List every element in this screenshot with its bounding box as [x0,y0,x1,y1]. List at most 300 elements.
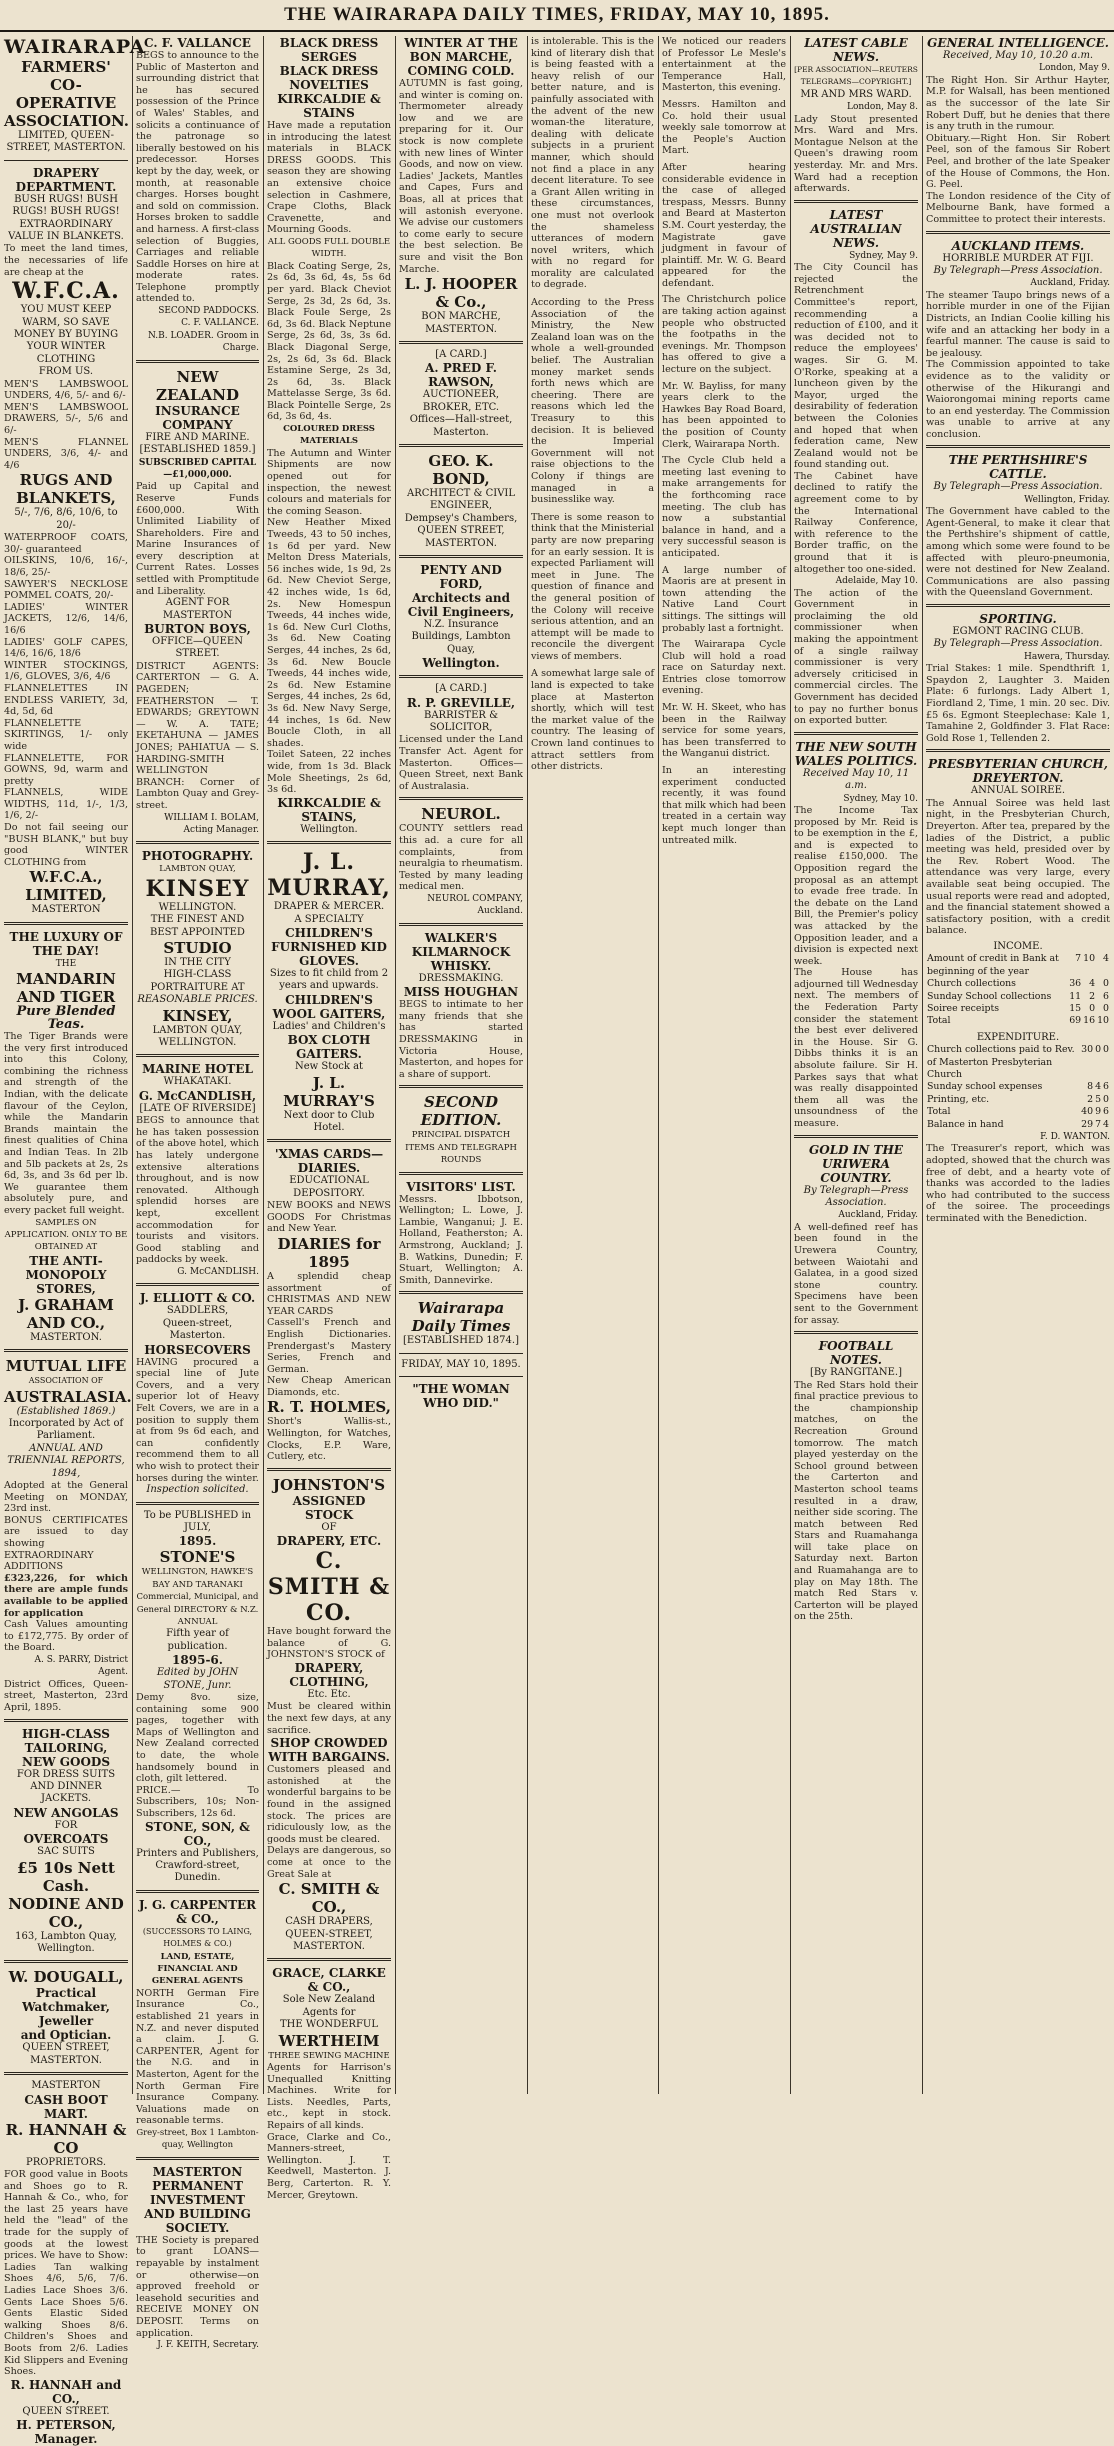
section-title: LATEST AUSTRALIAN NEWS. [810,207,902,250]
table-amount-cell: 6 [1103,990,1109,1002]
ad-title: INVESTMENT AND BUILDING [144,2192,251,2221]
rugs-heading: RUGS AND BLANKETS, [16,471,116,508]
ad-line: [A CARD.] [435,348,487,360]
ad-line: Grey-street, Box 1 Lambton-quay, Wellington [136,2127,259,2151]
firm-name: R. P. GREVILLE, [406,695,516,710]
article-body: The Commission appointed to take evidence as to the validity or otherwise of the Hikurangi and Waiorongomai mining reports came to an end yesterday. The Commission was unable to arrive at any conclusion. [926,359,1110,440]
ad-line: By Telegraph—Press Association. [803,1184,909,1208]
ad-sign: J. F. KEITH, Secretary. [157,2340,259,2351]
table-row [926,1003,1110,1015]
article-body: The Right Hon. Sir Arthur Hayter, M.P. for Walsall, has been mentioned as the successor of the late Sir Robert Duff, but he denies that there is any truth in the rumour. [926,74,1110,133]
ad-subtitle: Pure Blended Teas. [16,1004,116,1032]
article-title: MR AND MRS WARD. [800,88,912,100]
editorial-masthead [399,1299,523,1410]
ad-title: FARMERS' CO-OPERATIVE [15,58,117,112]
kinsey-ad [136,849,259,1049]
price-line: WINTER STOCKINGS, 1/6, GLOVES, 3/6, 4/6 [4,659,128,683]
kirkcaldie-ad [267,36,391,836]
rawson-card [399,349,523,439]
price-line: FLANNELETTE SKIRTINGS, 1/- only wide [4,717,128,752]
ad-line: FOR DRESS SUITS AND DINNER JACKETS. [16,1768,116,1805]
sporting [926,612,1110,744]
column-2 [132,36,263,2351]
ad-title: WALKER'S KILMARNOCK WHISKY. [411,930,511,973]
column-5 [527,36,658,2096]
ad-title: 'XMAS CARDS—DIARIES. [274,1147,384,1176]
dateline: Auckland, Friday. [838,1210,918,1221]
section-title: THE PERTHSHIRE'S CATTLE. [948,453,1088,482]
firm-address: Printers and Publishers, Crawford-street, Dunedin. [136,1847,259,1884]
firm-name: KINSEY [145,875,250,902]
table-amount-cell: 4 [1095,1081,1102,1093]
article-body: The Government have cabled to the Agent-General, to make it clear that the Perthshire's shipment of cattle, among which some were found to be affected with pleuro-pneumonia, were not destined for New Zealand. Communications are also passing with the Queensland Government. [926,506,1110,599]
firm-name: L. J. HOOPER & Co., [404,275,518,312]
ad-line: BUSH RUGS! BUSH RUGS! BUSH RUGS! [12,193,120,218]
ad-sign: SECOND PADDOCKS. [158,306,259,317]
ad-line: ANNUAL AND TRIENNIAL REPORTS, 1894, [7,1442,125,1479]
table-label-cell: Amount of credit in Bank at beginning of the year [927,953,1059,977]
ad-body: Must be cleared within the next few days, at any sacrifice. [267,1701,391,1736]
greville-card [399,683,523,792]
firm-address: QUEEN STREET, [22,2042,110,2054]
bond-card [399,452,523,550]
section-title: SPORTING. [979,612,1057,627]
ad-title: STONE'S [159,1548,236,1567]
dept-heading: DRAPERY DEPARTMENT. [15,165,117,194]
ad-line: Incorporated by Act of Parliament. [8,1418,124,1442]
ad-line: New Stock at [294,1061,364,1073]
store-name: THE ANTI-MONOPOLY STORES, [25,1253,107,1296]
ad-sign-sub: MASTERTON [31,904,101,916]
article-body: There is some reason to think that the Ministerial party are now preparing for an early session. It is expected Parliament will meet in June. The question of finance and the general position of the Colony will receive serious attention, and an attempt will be made to reconcile the divergent views of members. [531,511,654,662]
nsw-politics [794,740,918,1130]
ad-line: LAMBTON QUAY, [159,864,236,875]
article-body: The steamer Taupo brings news of a horrible murder in one of the Fijian Districts, an Indian Coolie killing his wife and an attacking her body in a fearful manner. The cause is said to be jealousy. [926,289,1110,359]
table-amount-cell: 5 [1095,1093,1102,1105]
column-6 [658,36,790,2096]
table-amount-cell: 10 [1083,953,1096,965]
firm-address: Dempsey's Chambers, QUEEN STREET, MASTERTON. [404,512,518,549]
article-body: A large number of Maoris are at present in town attending the Native Land Court sittings. The sittings will probably last a fortnight. [662,564,786,634]
firm-name: C. SMITH & CO. [267,1548,391,1627]
ad-title: JOHNSTON'S [272,1475,386,1494]
dateline: Sydney, May 9. [849,250,918,261]
cable-news [794,36,918,195]
ad-sign: NEUROL COMPANY, Auckland. [427,893,523,917]
johnston-stock-ad [267,1476,391,1954]
masthead-title: THE WAIRARAPA DAILY TIMES, FRIDAY, MAY 10, 1895. [284,4,830,25]
firm-place: Wellington. [300,823,358,835]
firm-name: STONE, SON, & CO., [144,1819,251,1848]
ad-sign: WILLIAM I. BOLAM, Acting Manager. [164,812,259,835]
mutual-life-ad [4,1357,132,1713]
ad-line: FOR [54,1819,78,1831]
firm-name: J. GRAHAM AND CO., [18,1295,114,1332]
article-title: EGMONT RACING CLUB. [952,626,1084,638]
ad-body: HAVING procured a special line of Jute Covers, and a very superior lot of Heavy Felt Covers, we are in a position to supply them at from 9s 6d each, and can confidently recommend them to all who wish to protect their horses during the winter. [136,1356,260,1484]
ad-line: (SUCCESSORS TO LAING, HOLMES & CO.) [142,1926,253,1949]
table-amount-cell: 6 [1103,1106,1109,1118]
ad-title: ASSOCIATION. [4,112,130,130]
article-body: According to the Press Association of the Ministry, the New Zealand loan was on the whole a well-grounded belief. The Australian money market sends forth news which are cheering. There are reasons which led the Treasury to this decision. It is believed the Imperial Government will not raise objections to the Colony if things are managed in a businesslike way. [531,297,654,506]
ad-line: NEW ANGOLAS [13,1805,119,1820]
table-label-cell: Sunday school expenses [927,1081,1043,1093]
firm-address: LAMBTON QUAY, WELLINGTON. [152,1024,243,1049]
ad-line: CHILDREN'S WOOL GAITERS, [272,992,386,1021]
table-row [926,1081,1110,1093]
ad-body: Do not fail seeing our "BUSH BLANK," but buy good WINTER CLOTHING from [4,822,128,868]
nz-insurance-ad [136,368,259,837]
article-body: After hearing considerable evidence in the case of alleged trespass, Messrs. Bunny and Beard at Masterton S.M. Court yesterday, the Magistrate gave judgment in favour of plaintiff. Mr. W. G. Beard appeared for the defendant. [662,161,786,289]
murray-ad [267,849,391,1134]
ad-line: DRAPERY, ETC. [276,1534,382,1549]
ad-line: COMING COLD. [407,64,515,78]
column-7 [790,36,922,2096]
ad-line: (Established 1869.) [16,1405,116,1417]
ad-line: IN THE CITY [164,957,231,969]
ad-title: MASTERTON PERMANENT [152,2164,243,2193]
ad-line: DIARIES for 1895 [277,1234,381,1271]
ad-title: HIGH-CLASS TAILORING, [22,1726,110,1755]
presbyterian-soiree [926,757,1110,1224]
ad-line: Sizes to fit child from 2 years and upwards. [269,967,389,992]
second-edition [399,1093,523,1166]
firm-address: BON MARCHE, MASTERTON. [421,311,501,335]
ad-title: INSURANCE COMPANY [155,403,240,432]
firm-name: KIRKCALDIE & STAINS, [277,795,381,824]
ad-line: Watchmaker, Jeweller [22,2000,110,2029]
firm-name: J. L. MURRAY'S [283,1073,375,1110]
ad-line: EDUCATIONAL DEPOSITORY. [289,1175,369,1199]
ad-line: Fifth year of publication. [166,1628,229,1652]
table-amount-cell: 2 [1089,990,1096,1002]
elliott-ad [136,1291,259,1496]
firm-name: PENTY AND FORD, [420,562,502,591]
ad-line: YOU MUST KEEP WARM, SO SAVE MONEY BY BUYING YOUR WINTER CLOTHING [13,304,119,365]
ad-body: Agents for Harrison's Unequalled Knitting Machines. Write for Lists. Needles, Parts, etc., kept in stock. Repairs of all kinds. [267,2062,391,2131]
table-amount-cell: 69 [1069,1015,1082,1027]
neurol-ad [399,805,523,917]
ad-title: WINTER AT THE BON MARCHE, [404,36,518,64]
article-body: The Cycle Club held a meeting last evening to make arrangements for the forthcoming race meeting. The club has now a substantial balance in hand, and a very successful season is anticipated. [662,455,786,559]
article-body: The Wairarapa Cycle Club will hold a road race on Saturday next. Entries close tomorrow evening. [662,639,786,697]
ad-line: Commercial, Municipal, and General DIRECTORY & N.Z. ANNUAL [136,1592,259,1627]
price-line: MEN'S FLANNEL UNDERS, 3/6, 4/- and 4/6 [4,436,128,471]
ad-sign: G. McCANDLISH. [177,1267,259,1277]
firm-name: R. T. HOLMES, [267,1398,391,1417]
article-body: A somewhat large sale of land is expected to take place at Masterton shortly, which will test the market value of the country. The leasing of Crown land continues to attract settlers from other districts. [531,668,654,773]
ad-price: £5 10s Nett Cash. [17,1858,115,1895]
firm-name: BURTON BOYS, [144,622,251,637]
table-amount-cell: 36 [1069,978,1082,990]
table-amount-cell: 8 [1087,1081,1094,1093]
ad-body: WELLINGTON BRANCH: Corner of Lambton Quay and Grey-street. [136,765,259,811]
article-body: Mr. W. Bayliss, for many years clerk to the Hawkes Bay Road Board, has been appointed to the position of County Clerk, Wairarapa North. [662,380,786,450]
ad-line: [ESTABLISHED 1874.] [403,1335,519,1347]
ad-title: J. ELLIOTT & CO. [139,1291,256,1306]
article-body: The London residence of the City of Melbourne Bank, have formed a Committee to protect their interests. [926,190,1110,225]
price-line: 5/-, 7/6, 8/6, 10/6, to 20/- [14,507,118,531]
australian-news [794,208,918,727]
table-amount-cell: 9 [1095,1106,1102,1118]
ad-body: THE Society is prepared to grant LOANS—repayable by instalment or otherwise—on approved freehold or leasehold securities and RECEIVE MONEY ON DEPOSIT. Terms on application. [136,2234,259,2339]
ad-line: Inspection solicited. [146,1484,249,1496]
ad-title: BLACK DRESS NOVELTIES [279,64,379,92]
penty-ford-card [399,563,523,670]
ad-title: MUTUAL LIFE [5,1357,127,1376]
table-heading: EXPENDITURE. [976,1031,1060,1043]
ad-body: FOR good value in Boots and Shoes go to R. Hannah & Co., who, for the last 25 years have held the "lead" of the trade for the supply of goods at the lowest prices. We have to Show: Ladies Tan walking Shoes 4/6, 5/6, 7/6. Ladies Lace Shoes 3/6. Gents Lace Shoes 5/6. Gents Elastic Sided walking Shoes 8/6. Children's Shoes and Boots from 2/6. Ladies Kid Slippers and Evening Shoes. [4,2169,128,2378]
ad-line: Ladies' and Children's [272,1020,386,1032]
table-heading: INCOME. [993,940,1043,952]
ad-line: [By RANGITANE.] [810,1367,902,1379]
ad-line: SAC SUITS [37,1846,95,1858]
ad-body: Licensed under the Land Transfer Act. Agent for Masterton. Offices—Queen Street, next Bank of Australasia. [399,734,523,792]
ad-line: WELLINGTON. [158,901,237,913]
ad-line: AGENT FOR MASTERTON [162,597,233,621]
ad-line: BOX CLOTH GAITERS. [287,1033,371,1062]
dateline: London, May 9. [1038,63,1110,74]
ad-title: KIRKCALDIE & STAINS [277,92,381,120]
ad-line: [LATE OF RIVERSIDE] [139,1102,256,1114]
section-title: FOOTBALL NOTES. [818,1339,894,1368]
price-line: FLANNELETTES IN ENDLESS VARIETY, 3d, 4d, 5d, 6d [4,682,128,718]
article-body: Trial Stakes: 1 mile. Spendthrift 1, Spaydon 2, Laughter 3. Maiden Plate: 6 furlongs. Lady Albert 1, Fiordland 2, Time, 1 min. 20 sec. Div. £5 6s. Egmont Steeplechase: Kale 1, Tamahine 2, Goldfinder 3. Flat Race: Gold Rose 1, Tellenden 2. [926,663,1110,744]
ad-line: THREE SEWING MACHINE [268,2050,390,2061]
vallance-ad [136,36,259,355]
firm-name: GEO. K. BOND, [428,451,494,488]
ad-body: NEW BOOKS and NEWS GOODS For Christmas and New Year. [267,1200,391,1235]
article-body: The House has adjourned till Wednesday next. The members of the Federation Party consider the statement the best ever delivered in the House. Sir G. Dibbs thinks it is an absolute failure. Sir H. Parkes says that what was really disappointed them all was the unsoundness of the measure. [794,967,918,1129]
ad-body: Delays are dangerous, so come at once to the Great Sale at [267,1845,391,1880]
table-amount-cell: 4 [1103,953,1109,965]
ad-title: THE LUXURY OF THE DAY! [9,929,123,958]
ad-line: SADDLERS, [166,1305,229,1317]
ad-sign: H. PETERSON, Manager. [16,2418,116,2446]
ad-body: Short's Wallis-st., Wellington, for Watches, Clocks, E.P. Ware, Cutlery, etc. [267,1416,391,1463]
ad-title: GRACE, CLARKE & CO., [272,1966,386,1995]
ad-line: WELLINGTON, HAWKE'S BAY AND TARANAKI [141,1567,254,1590]
brand-name: AND TIGER [16,988,116,1007]
ad-body: New Cheap American Diamonds, etc. [267,1375,391,1398]
article-body: Obituary.—Right Hon. Sir Robert Peel, son of the famous Sir Robert Peel, and brother of the late Speaker of the House of Commons, the Hon. G. Peel. [926,132,1110,191]
table-amount-cell: 2 [1087,1093,1094,1105]
football-notes [794,1339,918,1623]
price-line: LADIES' GOLF CAPES, 14/6, 16/6, 18/6 [4,636,128,660]
table-amount-cell: 6 [1103,1081,1109,1093]
ad-line: REASONABLE PRICES. [137,994,258,1006]
ad-body: BONUS CERTIFICATES are issued to day showing EXTRAORDINARY ADDITIONS [4,1514,128,1573]
firm-name: R. HANNAH and CO., [10,2377,122,2406]
dateline: Sydney, May 10. [843,793,918,804]
firm-address: QUEEN-STREET, MASTERTON. [285,1928,373,1952]
ad-line: HIGH-CLASS PORTRAITURE AT [150,969,245,993]
ad-line: SAMPLES ON APPLICATION. ONLY TO BE OBTAINED AT [4,1217,128,1253]
table-amount-cell: 16 [1083,1015,1096,1027]
ad-body: Customers pleased and astonished at the wonderful bargains to be found in the assigned stock. The prices are ridiculously low, as the goods must be cleared. [267,1764,391,1845]
article-body: Messrs. Hamilton and Co. hold their usual weekly sale tomorrow at the People's Auction Mart. [662,98,786,157]
ad-body: The Tiger Brands were the very first introduced into this Colony, combining the richness and strength of the Indian, with the delicate flavour of the Ceylon, while the Mandarin Brands maintain the finest qualities of China and Indian Teas. In 2lb and 5lb packets at 2s, 2s 6d, 3s, and 3s 6d per lb. We guarantee them absolutely pure, and every packet full weight. [4,1031,128,1216]
ad-line: Etc. Etc. [307,1689,351,1701]
ad-line: WHAKATAKI. [163,1076,232,1088]
ad-title: BLACK DRESS SERGES [279,36,379,64]
article-body: Lady Stout presented Mrs. Ward and Mrs. Montague Nelson at the Queen's drawing room yesterday. Mr. and Mrs. Ward had a reception afterwards. [794,113,918,195]
table-row [926,978,1110,990]
section-sub: [PER ASSOCIATION—REUTERS TELEGRAMS—COPYRIGHT.] [794,65,918,87]
xmas-cards-ad [267,1147,391,1463]
table-row [926,953,1110,978]
ad-title: NEUROL. [421,805,501,824]
table-amount-cell: 0 [1103,978,1109,990]
price-line: MEN'S LAMBSWOOL UNDERS, 4/6, 5/- and 6/- [4,378,128,402]
ad-line: OF [321,1521,337,1533]
firm-name: J. L. MURRAY, [267,849,391,902]
table-row [926,1015,1110,1027]
article-body: The Christchurch police are taking action against people who obstructed the footpaths in the evenings. Mr. Thompson has offered to give a lecture on the subject. [662,294,786,376]
perthshire-cattle [926,453,1110,599]
table-amount-cell: 0 [1089,1002,1096,1014]
table-amount-cell: 7 [1075,953,1082,965]
column-3 [263,36,395,2201]
ad-title: AUSTRALASIA. [4,1387,132,1406]
ad-line: OVERCOATS [23,1832,109,1847]
mandarin-tea-ad [4,930,128,1344]
ad-line: STOCK [304,1507,354,1522]
ad-title: CASH BOOT MART. [24,2092,108,2121]
article-body: We noticed our readers of Professor Le Mesle's entertainment at the Temperance Hall, Masterton, this evening. [662,36,786,94]
price-line: FLANNELETTE, FOR GOWNS, 9d, warm and pretty [4,752,128,787]
table-label-cell: Total [927,1106,951,1118]
ad-sign: F. D. WANTON. [1040,1132,1110,1143]
dougall-ad [4,1968,128,2067]
firm-name: W. DOUGALL, [8,1968,124,1987]
article-body: The Income Tax proposed by Mr. Reid is to be exemption in the £, and is expected to realise £150,000. The Opposition regard the proposal as an attempt to evade free trade. In the debate on the Land Bill, the Premier's policy was attacked by the Opposition leader, and a division is expected next week. [794,804,918,967]
farmers-association-ad [4,36,146,917]
ad-line: CHILDREN'S FURNISHED KID GLOVES. [271,925,387,968]
ad-body: Adopted at the General Meeting on MONDAY, 23rd inst. [4,1480,128,1515]
price-line: WATERPROOF COATS, 30/- guaranteed [4,532,128,555]
wfca-title: W.F.C.A. [12,278,120,305]
article-body: The Treasurer's report, which was adopted, showed that the church was free of debt, and a hearty vote of thanks was accorded to the ladies who had contributed to the success of the soiree. The proceedings terminated with the Benediction. [926,1143,1110,1224]
ad-line: EXTRAORDINARY VALUE IN BLANKETS. [8,218,124,243]
firm-place: Wellington. [422,656,500,671]
ad-body: BEGS to announce that he has taken possession of the above hotel, which has lately undergone extensive alterations throughout, and is now renovated. Although splendid horses are kept, excellent accommodation for tourists and visitors. Good stabling and paddocks by week. [136,1115,259,1266]
ad-line: THE FINEST AND BEST APPOINTED [150,914,245,938]
section-title: GENERAL INTELLIGENCE. [927,36,1109,50]
ad-body: To meet the land times, the necessaries of life are cheap at the [4,243,128,278]
ad-body: Toilet Sateen, 22 inches wide, from 1s 3d. Black Mole Sheetings, 2s 6d, 3s 6d. [267,749,391,796]
marine-hotel-ad [136,1062,259,1278]
price-line: FLANNELS, WIDE WIDTHS, 11d, 1/-, 1/3, 1/6, 2/- [4,787,128,822]
ad-line: PROPRIETORS. [25,2156,107,2168]
masthead [0,0,1114,32]
table-label-cell: Sunday School collections [927,990,1052,1002]
ad-body: Cash Values amounting to £172,775. By order of the Board. [4,1619,128,1654]
ad-line: Sole New Zealand Agents for [282,1994,376,2018]
ad-title: C. F. VALLANCE [144,36,251,50]
expenditure-table [926,1044,1110,1131]
ad-title: SOCIETY. [165,2220,230,2235]
ad-line: Architects and Civil Engineers, [407,590,515,619]
ad-line: AUCTIONEER, BROKER, ETC. [422,389,500,413]
ad-line: SHOP CROWDED WITH BARGAINS. [268,1736,390,1765]
article-body: The Cabinet have declined to ratify the agreement come to by the International Railway Conference, with reference to the Border traffic, on the ground that it is altogether too one-sided. [794,470,918,575]
ad-line: 1895-6. [172,1653,223,1668]
table-label-cell: Soiree receipts [927,1002,1000,1014]
carpenter-ad [136,1898,259,2152]
ad-sign: A. S. PARRY, District Agent. [34,1654,128,1678]
section-title: AUCKLAND ITEMS. [951,238,1085,253]
price-list: New Heather Mixed Tweeds, 43 to 50 inches, 1s 6d per yard. New Melton Dress Materials, 56 inches wide, 1s 9d, 2s 6d. New Cheviot Serge, 42 inches wide, 1s 6d, 2s. New Homespun Tweeds, 44 inches wide, 1s 6d. New Curl Cloths, 3s 6d. New Coating Serges, 44 inches, 2s 6d, 3s 6d. New Boucle Tweeds, 44 inches wide, 2s 6d. New Estamine Serges, 44 inches, 2s 6d, 3s 6d. New Navy Serge, 44 inches, 1s 6d. New Boucle Cloth, in all shades. [267,517,391,749]
firm-name: G. McCANDLISH, [138,1088,257,1103]
table-label-cell: Printing, etc. [927,1093,990,1105]
table-amount-cell: 4 [1089,978,1096,990]
ad-line: FROM US. [38,366,94,378]
ad-line: DRAPERY, CLOTHING, [289,1661,369,1690]
firm-place: MASTERTON. [30,1331,102,1343]
ad-body: COUNTY settlers read this ad. a cure for all complaints, from neuralgia to rheumatism. Tested by many leading medical men. [399,823,523,893]
ad-body: A splendid cheap assortment of CHRISTMAS AND NEW YEAR CARDS [267,1270,391,1317]
section-title: THE NEW SOUTH WALES POLITICS. [794,739,918,768]
firm-address: OFFICE—QUEEN STREET. [152,636,243,660]
price-line: MEN'S LAMBSWOOL DRAWERS, 5/-, 5/6 and 6/- [4,401,128,437]
dateline: Auckland, Friday. [1030,278,1110,289]
brand-name: WERTHEIM [278,2031,380,2050]
price-line: SAWYER'S NECKLOSE POMMEL COATS, 20/- [4,578,128,602]
article-body: Mr. W. H. Skeet, who has been in the Railway service for some years, has been transferred to the Wanganui district. [662,702,786,760]
article-title: ANNUAL SOIREE. [970,785,1066,797]
ad-line: A SPECIALTY [294,913,364,925]
ad-body: Grace, Clarke and Co., Manners-street, Wellington. J. T. Keedwell, Masterton. J. Berg, Carterton. R. Y. Mercer, Greytown. [267,2131,391,2201]
ad-body: Paid up Capital and Reserve Funds £600,000. With Unlimited Liability of Shareholders. Fire and Marine Insurances of every description at Current Rates. Losses settled with Promptitude and Liberality. [136,481,259,597]
tailoring-ad [4,1727,128,1956]
ad-line: SUBSCRIBED CAPITAL—£1,000,000. [138,457,257,480]
table-row [926,1044,1110,1081]
grace-clarke-ad [267,1966,391,2201]
firm-name: R. HANNAH & CO [5,2120,127,2157]
brand-name: MANDARIN [16,970,116,989]
firm-name: A. PRED F. RAWSON, [425,361,497,390]
firm-address: N.Z. Insurance Buildings, Lambton Quay, [411,618,511,655]
paper-date: FRIDAY, MAY 10, 1895. [401,1358,521,1370]
ad-body: The Autumn and Winter Shipments are now opened out for inspection, the newest colours and materials for the coming Season. [267,447,391,517]
table-label-cell: Church collections [927,978,1016,990]
table-amount-cell: 7 [1095,1118,1102,1130]
ad-line: By Telegraph—Press Association. [933,264,1103,276]
firm-name: MISS HOUGHAN [403,985,519,1000]
boot-mart-ad [4,2080,128,2446]
column-1 [0,36,146,2446]
ad-body: PRICE.— To Subscribers, 10s; Non-Subscribers, 12s 6d. [136,1784,259,1819]
auckland-items [926,239,1110,441]
ad-line: DRESSMAKING. [418,972,504,984]
table-row [926,991,1110,1003]
ad-title: WAIRARAPA [4,36,146,58]
ad-line: [ESTABLISHED 1859.] [139,444,256,456]
paper-masthead: Wairarapa Daily Times [411,1299,511,1336]
table-amount-cell: 0 [1103,1044,1109,1056]
ad-line: BARRISTER & SOLICITOR, [423,709,498,733]
table-row [926,1119,1110,1131]
ad-title: ASSOCIATION OF [28,1376,104,1386]
ad-line: ALL GOODS FULL DOUBLE WIDTH. [267,236,391,260]
article-title: HORRIBLE MURDER AT FIJI. [942,252,1094,264]
table-amount-cell: 11 [1069,990,1082,1002]
article-body: Messrs. Ibbotson, Wellington; L. Lowe, J. Lambie, Wanganui; J. E. Holland, Featherston; A. Armstrong, Auckland; J. B. Watkins, Dunedin; F. Stuart, Wellington; A. Smith, Dannevirke. [399,1193,523,1286]
firm-address: Next door to Club Hotel. [283,1109,375,1133]
article-body: The City Council has rejected the Retrenchment Committee's report, recommending a reduction of £100, and it was decided not to reduce the employees' wages. Sir G. M. O'Rorke, speaking at a luncheon given by the Mayor, urged the desirability of federation between the Colonies and hoped that when federation came, New Zealand would not be found standing out. [794,262,918,471]
column-8 [922,36,1114,2096]
